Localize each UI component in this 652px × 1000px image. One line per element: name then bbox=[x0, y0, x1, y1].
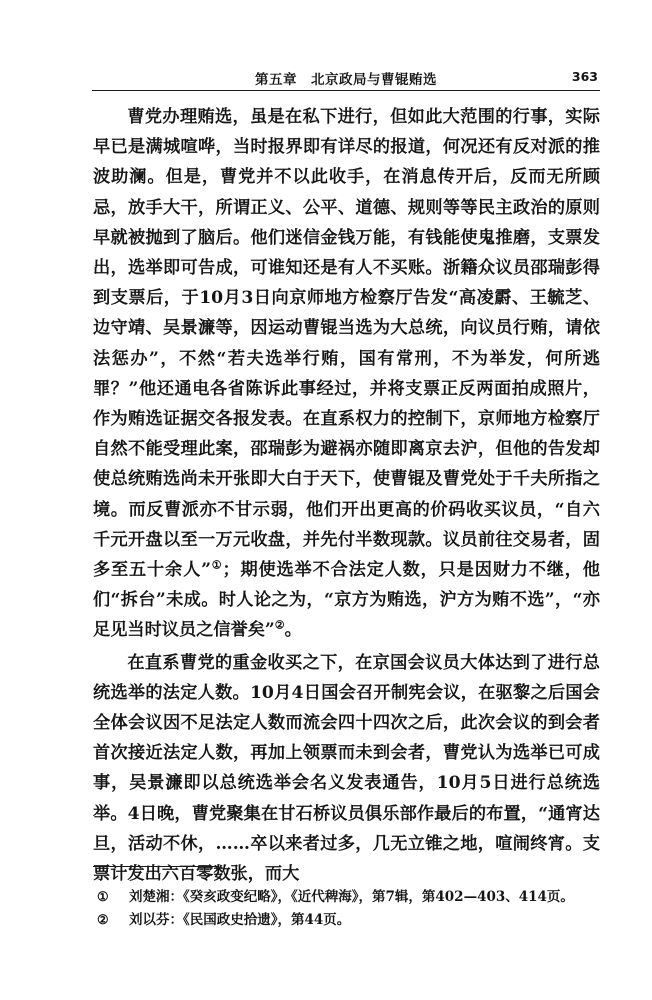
paragraph-2: 在直系曹党的重金收买之下，在京国会议员大体达到了进行总统选举的法定人数。10月4日国会召开制宪会议，在驱黎之后国会全体会议因不足法定人数而流会四十四次之后，此次会议的到会者首次接近法定人数，再加上领票而未到会者，曹党认为选举已可成事，吴景濂即以总统选举会名义发表通告，10月5日进行总统选举。4日晚，曹党聚集在甘石桥议员俱乐部作最后的布置，“通宵达旦，活动不休，……卒以来者过多，几无立锥之地，喧闹终宵。支票计发出六百零数张，而大 bbox=[93, 652, 600, 885]
footnote-ref-1: ① bbox=[210, 558, 223, 572]
page-number: 363 bbox=[571, 69, 598, 84]
paragraph-1-part-3: 。 bbox=[284, 620, 302, 641]
footnote-ref-2: ② bbox=[274, 618, 285, 632]
footnotes bbox=[93, 886, 600, 932]
paragraph-1-part-2: ；期使选举不合法定人数，只是因财力不继，他们“拆台”未成。时人论之为，“京方为贿选，沪方为贿不选”，“亦足见当时议员之信誉矣” bbox=[93, 560, 600, 641]
footnote-2-text: 刘以芬：《民国政史拾遗》，第44页。 bbox=[129, 912, 351, 928]
footnote-1 bbox=[93, 886, 600, 909]
running-header bbox=[92, 66, 600, 91]
running-title: 第五章 北京政局与曹锟贿选 bbox=[255, 72, 437, 88]
footnote-1-marker: ① bbox=[97, 890, 109, 905]
paragraph-1 bbox=[93, 102, 600, 646]
body-text bbox=[93, 102, 600, 889]
paragraph-1-part-1: 曹党办理贿选，虽是在私下进行，但如此大范围的行事，实际早已是满城喧哗，当时报界即有详尽的报道，何况还有反对派的推波助澜。但是，曹党并不以此收手，在消息传开后，反而无所顾忌，放手大干，所谓正义、公平、道德、规则等等民主政治的原则早就被抛到了脑后。他们迷信金钱万能，有钱能使鬼推磨，支票发出，选举即可告成，可谁知还是有人不买账。浙籍众议员邵瑞彭得到支票后，于10月3日向京师地方检察厅告发“高凌霨、王毓芝、边守靖、吴景濂等，因运动曹锟当选为大总统，向议员行贿，请依法惩办”，不然“若夫选举行贿，国有常刑，不为举发，何所逃罪？”他还通电各省陈诉此事经过，并将支票正反两面拍成照片，作为贿选证据交各报发表。在直系权力的控制下，京师地方检察厅自然不能受理此案，邵瑞彭为避祸亦随即离京去沪，但他的告发却使总统贿选尚未开张即大白于天下，使曹锟及曹党处于千夫所指之境。而反曹派亦不甘示弱，他们开出更高的价码收买议员，“自六千元开盘以至一万元收盘，并先付半数现款。议员前往交易者，固多至五十余人” bbox=[93, 107, 600, 581]
footnote-divider bbox=[93, 866, 218, 867]
footnote-2-marker: ② bbox=[97, 913, 109, 928]
footnote-1-text: 刘楚湘：《癸亥政变纪略》，《近代稗海》，第7辑，第402—403、414页。 bbox=[129, 889, 574, 905]
footnote-2 bbox=[93, 909, 600, 932]
